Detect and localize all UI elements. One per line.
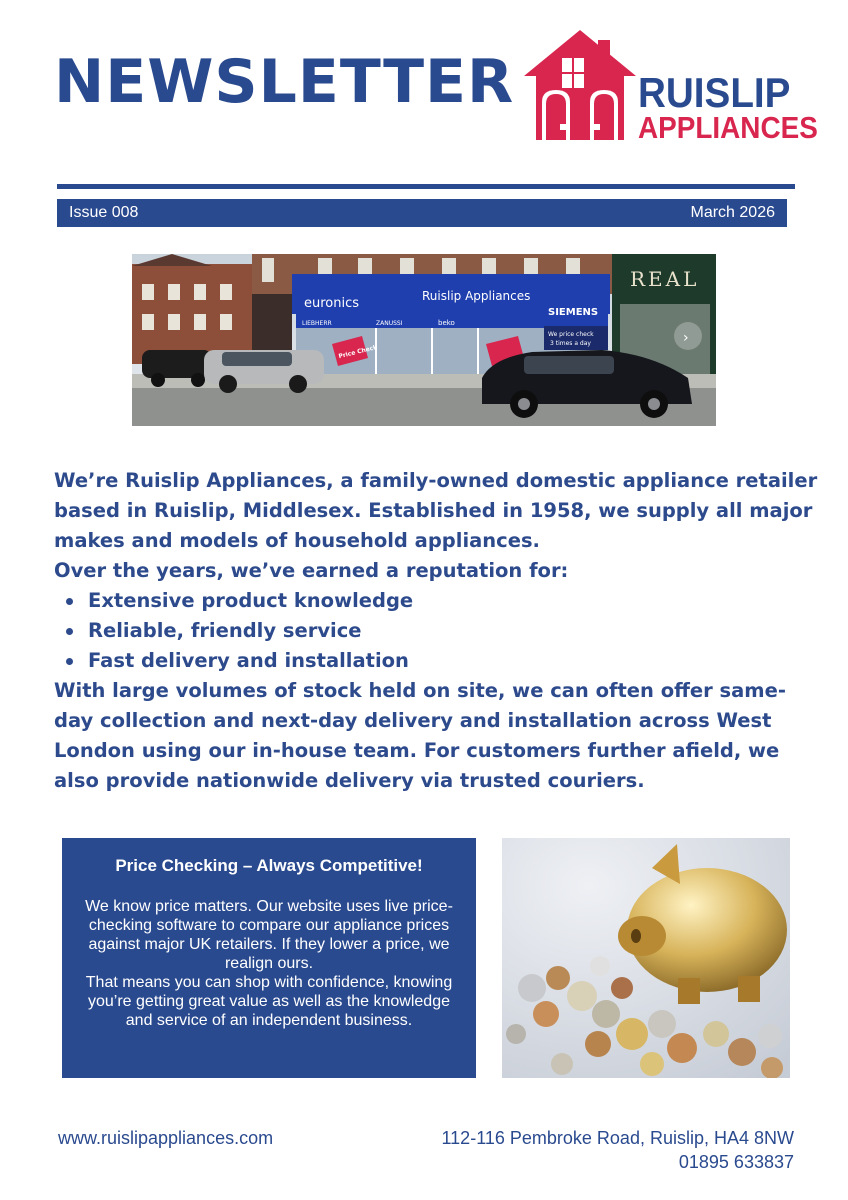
contact-details [442,1126,795,1174]
svg-text:LIEBHERR: LIEBHERR [302,320,332,327]
price-checking-body-2: That means you can shop with confidence, knowing you’re getting great value as well as the knowledge and service of an independent business. [85,974,453,1029]
delivery-paragraph: With large volumes of stock held on site, we can often offer same-day collection and next-day delivery and installation across West London using our in-house team. For customers further afield, we also provide nationwide delivery via trusted couriers. [54,679,786,792]
euronics-sign: euronics [304,296,360,311]
reputation-list [54,586,824,676]
intro-section [54,466,824,796]
issue-bar [57,199,787,227]
list-item: Reliable, friendly service [88,616,824,646]
address: 112-116 Pembroke Road, Ruislip, HA4 8NW [441,1128,794,1148]
carousel-next-icon[interactable]: › [683,330,689,346]
issue-date: March 2026 [690,204,775,221]
reputation-lead: Over the years, we’ve earned a reputation for: [54,559,569,582]
ruislip-appliances-logo [520,28,818,148]
header-divider [57,184,795,189]
phone-number[interactable]: 01895 633837 [678,1152,794,1172]
neighbour-sign: REAL [630,267,700,291]
svg-text:beko: beko [438,319,455,327]
house-logo-icon [520,28,640,146]
website-link[interactable]: www.ruislipappliances.com [58,1128,274,1148]
piggy-bank-photo [502,838,790,1078]
price-checking-box [62,838,476,1078]
logo-ruislip-text: RUISLIP [638,69,791,116]
svg-text:3 times a day: 3 times a day [550,340,591,347]
svg-text:ZANUSSI: ZANUSSI [376,320,403,327]
svg-text:SIEMENS: SIEMENS [548,307,599,318]
intro-paragraph: We’re Ruislip Appliances, a family-owned domestic appliance retailer based in Ruislip, Middlesex. Established in 1958, we supply all major makes and models of household appliances. [54,469,818,552]
svg-text:We price check: We price check [548,331,594,338]
shop-sign: Ruislip Appliances [422,289,531,303]
price-checking-heading: Price Checking – Always Competitive! [115,856,423,875]
logo-appliances-text: APPLIANCES [638,110,818,145]
list-item: Fast delivery and installation [88,646,824,676]
price-checking-body: We know price matters. Our website uses live price-checking software to compare our appliance prices against major UK retailers. If they lower a price, we realign ours. [85,898,453,972]
svg-text:Price Check: Price Check [337,343,378,361]
issue-number: Issue 008 [69,204,139,221]
store-front-photo [132,254,716,426]
list-item: Extensive product knowledge [88,586,824,616]
newsletter-title: NEWSLETTER [54,47,515,117]
